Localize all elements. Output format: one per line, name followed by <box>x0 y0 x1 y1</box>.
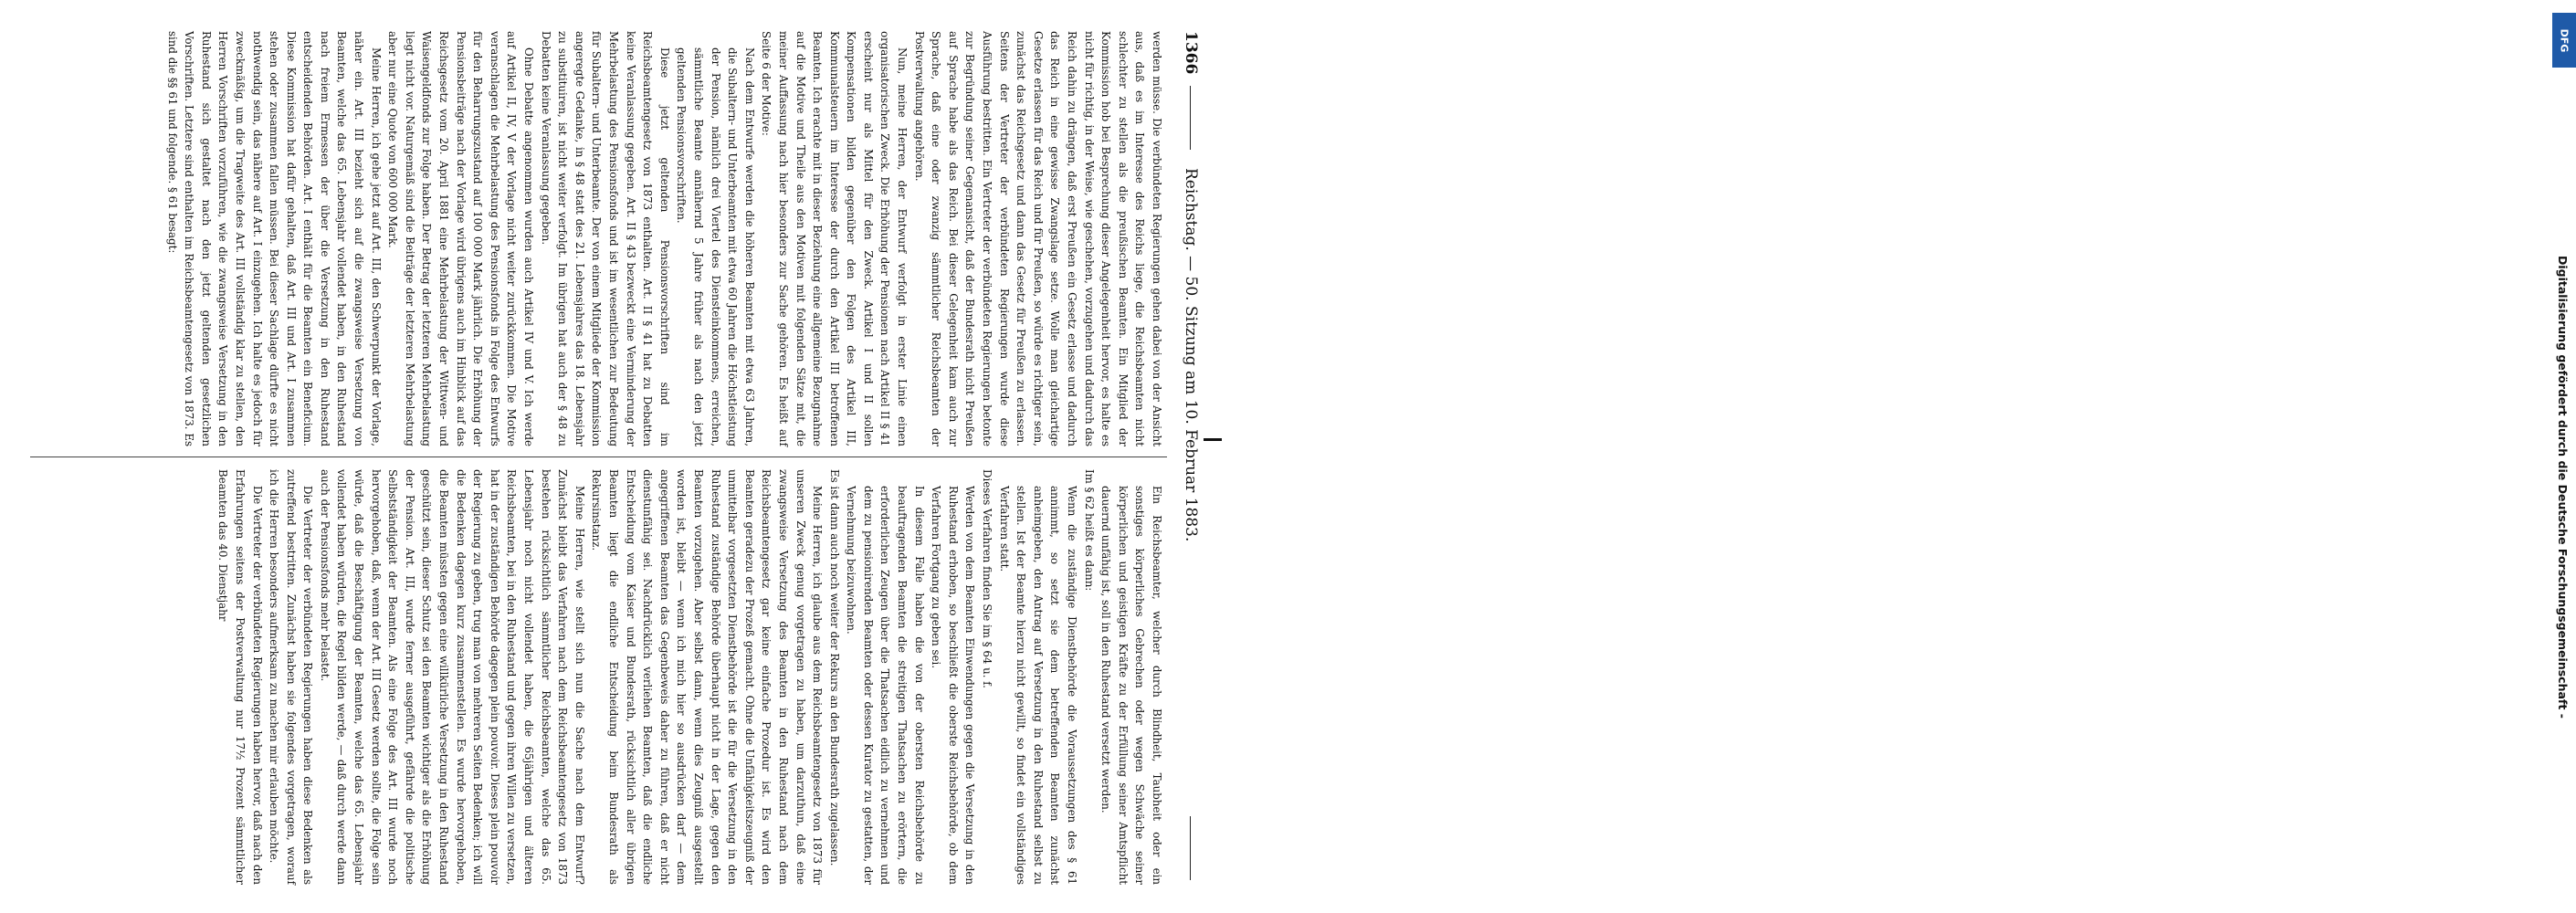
paragraph: Es ist dann auch noch weiter der Rekurs an den Bundesrath zugelassen. <box>827 469 841 866</box>
margin-mark <box>1204 438 1222 441</box>
paragraph: Nach dem Entwurfe werden die höheren Beamten mit etwa 63 Jahren, die Subaltern- und Unterbeamten mit etwa 60 Jahren die Höchstleistung der Pension, nämlich drei Viertel des Diensteinkommens, erreichen, sämmtliche Beamte annähernd 5 Jahre früher als nach den jetzt geltenden Pensionsvorschriften. <box>675 47 756 446</box>
dfg-badge-label: DFG <box>2558 28 2571 52</box>
paragraph: Die Vertreter der verbündeten Regierungen haben diese Bedenken als zutreffend bestritten. Zunächst haben sie folgendes vorgetragen, worauf ich die Herren besonders aufmerksam zu machen mir erlauben möchte. <box>268 469 315 885</box>
paragraph: Nun, meine Herren, der Entwurf verfolgt in erster Linie einen organisatorischen Zweck. Die Erhöhung der Pensionen nach Artikel II § 41 erscheint nur als Mittel für den Zweck. Artikel I und II sollen Kompensationen bilden gegenüber den Folgen des Artikel III, Kommunalsteuern im Interesse der durch den Artikel III betroffenen Beamten. Ich erachte mit in dieser Beziehung eine allgemeine Bezugnahme auf die Motive und Theile aus den Motiven mit folgenden Sätze mit, die meiner Auffassung nach hier besonders zur Sache gehören. Es heißt auf Seite 6 der Motive: <box>760 31 909 446</box>
paragraph: werden müsse. Die verbündeten Regierungen gehen dabei von der Ansicht aus, daß es im Interesse des Reichs liege, die Reichsbeamten nicht schlechter zu stellen als die preußischen Beamten. Ein Mitglied der Kommission hob bei Besprechung dieser Angelegenheit hervor, es halte es nicht für richtig, in der Weise, wie geschehen, vorzugehen und dadurch das Reich dahin zu drängen, daß erst Preußen ein Gesetz erlasse und dadurch das Reich in eine gewisse Zwangslage setze. Wolle man gleichartige Gesetze erlassen für das Reich und für Preußen, so würde es richtiger sein, zunächst das Reichsgesetz und dann das Gesetz für Preußen zu erlassen. Seitens der Vertreter der verbündeten Regierungen wurde diese Ausführung bestritten. Ein Vertreter der verbündeten Regierungen betonte zur Begründung seiner Gegenansicht, daß der Bundesrath nicht Preußen auf Sprache habe als das Reich. Bei dieser Gelegenheit kam auch zur Sprache, daß eine oder zwanzig sämmtlicher Reichsbeamten der Postverwaltung angehören. <box>912 31 1163 446</box>
paragraph: Dieses Verfahren finden Sie im § 64 u. f. <box>981 469 994 688</box>
left-text-column <box>33 31 1165 446</box>
header-rule-left <box>1190 86 1191 150</box>
paragraph: Wenn die zuständige Dienstbehörde die Voraussetzungen des § 61 annimmt, so setzt sie dem betreffenden Beamten zunächst anheimgeben, den Antrag auf Versetzung in den Ruhestand selbst zu stellen. Ist der Beamte hierzu nicht gewillt, so findet ein vollständiges Verfahren statt. <box>997 486 1079 885</box>
paragraph: Meine Herren, ich gehe jetzt auf Art. III, den Schwerpunkt der Vorlage, näher ein. Art. III bezieht sich auf die zwangsweise Versetzung von Beamten, welche das 65. Lebensjahr vollendet haben, in den Ruhestand nach freiem Ermessen der über die Versetzung in den Ruhestand entscheidenden Behörden. Art. I enthält für die Beamten ein Beneficium. Diese Kommission hat dafür gehalten, daß Art. III und Art. I zusammen stehen oder zusammen fallen müssen. Bei dieser Sachlage dürfte es nicht nothwendig sein, das nähere auf Art. I einzugehen. Ich halte es jedoch für zweckmäßig, um die Tragweite des Art. III vollständig klar zu stellen, den Herren Vorschriften vorzuführen, wie die zwangsweise Versetzung in den Ruhestand sich gestaltet nach den jetzt geltenden gesetzlichen Vorschriften. Letztere sind enthalten im Reichsbeamtengesetz von 1873. Es sind die §§ 61 und folgende. § 61 besagt: <box>165 31 383 446</box>
rotated-document-page <box>26 31 1204 889</box>
dfg-logo-badge <box>2552 13 2576 68</box>
paragraph: Die Vertreter der verbündeten Regierungen haben hervor, daß nach den Erfahrungen seitens der Postverwaltung nur 17½ Prozent sämmtlicher Beamten das 40. Dienstjahr <box>216 469 264 885</box>
paragraph: Ein Reichsbeamter, welcher durch Blindheit, Taubheit oder ein sonstiges körperliches Gebrechen oder wegen Schwäche seiner körperlichen und geistigen Kräfte zu der Erfüllung seiner Amtspflicht dauernd unfähig ist, soll in den Ruhestand versetzt werden. <box>1099 486 1163 885</box>
paragraph: Meine Herren, ich glaube aus dem Reichsbeamtengesetz von 1873 für unseren Zweck genug vorgetragen zu haben, um darzuthun, daß eine zwangsweise Versetzung des Beamten in den Ruhestand nach dem Reichsbeamtengesetz gar keine einfache Prozedur ist. Es wird den Beamten geradezu der Prozeß gemacht. Ohne die Unfähigkeitszeugniß der unmittelbar vorgesetzten Dienstbehörde ist die für die Versetzung in den Ruhestand zuständige Behörde überhaupt nicht in der Lage, gegen den Beamten vorzugehen. Aber selbst dann, wenn dies Zeugniß ausgestellt worden ist, bleibt — wenn ich mich hier so ausdrücken darf — dem angegriffenen Beamten das Gegenbeweis daher zu führen, daß er nicht dienstunfähig sei. Nachdrücklich verliehen Beamten, daß die endliche Entscheidung vom Kaiser und Bundesrath, rücksichtlich aller übrigen Beamten liegt die endliche Entscheidung beim Bundesrath als Rekursinstanz. <box>590 469 825 885</box>
paragraph: Werden von dem Beamten Einwendungen gegen die Versetzung in den Ruhestand erhoben, so beschließt die oberste Reichsbehörde, ob dem Verfahren Fortgang zu geben sei. <box>930 486 977 885</box>
paragraph: Im § 62 heißt es dann: <box>1082 469 1096 592</box>
paragraph: Ohne Debatte angenommen wurden auch Artikel IV und V. Ich werde auf Artikel II, IV, V der Vorlage nicht weiter zurückkommen. Die Motive veranschlagen die Mehrbelastung des Pensionsfonds in Folge des Entwurfs für den Beharrungszustand auf 100 000 Mark jährlich. Die Erhöhung der Pensionsbeiträge nach der Vorlage wird übrigens auch im Hinblick auf das Reichsgesetz vom 20. April 1881 eine Mehrbelastung der Wittwen- und Waisengeldfonds zur Folge haben. Der Betrag der letzteren Mehrbelastung liegt nicht vor. Naturgemäß sind die Beiträge der letzteren Mehrbelastung aber nur eine Quote von 600 000 Mark. <box>386 31 536 446</box>
paragraph: Meine Herren, wie stellt sich nun die Sache nach dem Entwurf? Zunächst bleibt das Verfahren nach dem Reichsbeamtengesetz von 1873 bestehen rücksichtlich sämmtlicher Reichsbeamten, welche das 65. Lebensjahr noch nicht vollendet haben, die 65jährigen und älteren Reichsbeamten, bei in den Ruhestand und gegen ihren Willen zu versetzen, hat in der zuständigen Behörde dagegen plein pouvoir. Dieses plein pouvoir der Regierung zu geben, trug man von mehreren Seiten Bedenken; ich will die Bedenken dagegen kurz zusammenstellen. Es wurde hervorgehoben, die Beamten müssten gegen eine willkürliche Versetzung in den Ruhestand geschützt sein, dieser Schutz sei den Beamten wichtiger als die Erhöhung der Pension. Art. III, wurde ferner ausgeführt, gefährde die politische Selbstständigkeit der Beamten. Als eine Folge des Art. III wurde noch hervorgehoben, daß, wenn der Art. III Gesetz werden sollte, die Folge sein würde, daß die Beschäftigung der Beamten, welche das 65. Lebensjahr vollendet haben würden, die Regel bilden werde, — daß durch werde dann auch der Pensionsfonds mehr belastet. <box>318 469 586 885</box>
header-rule-right <box>1190 816 1191 880</box>
column-divider <box>30 456 1167 457</box>
paragraph: In diesem Falle haben die von der obersten Reichsbehörde zu beauftragenden Beamten die streitigen Thatsachen zu erörtern, die erforderlichen Zeugen über die Thatsachen eidlich zu vernehmen und dem zu pensionirenden Beamten oder dessen Kurator zu gestatten, der Vernehmung beizuwohnen. <box>845 486 926 885</box>
digitization-sidebar <box>1275 0 2571 913</box>
running-title: Reichstag. — 50. Sitzung am 10. Februar 1883. <box>1182 168 1200 542</box>
page-number: 1366 <box>1182 31 1200 75</box>
paragraph: Diese jetzt geltenden Pensionsvorschriften sind im Reichsbeamtengesetz von 1873 enthalten. Art. II § 41 hat zu Debatten keine Veranlassung gegeben. Art. II § 43 bezweckt eine Verminderung der Mehrbelastung des Pensionsfonds und ist im wesentlichen zur Bedeutung für Subaltern- und Unterbeamte. Der von einem Mitgliede der Kommission angeregte Gedanke, in § 48 statt des 21. Lebensjahres das 18. Lebensjahr zu substituiren, ist nicht weiter verfolgt. Im übrigen hat auch der § 48 zu Debatten keine Veranlassung gegeben. <box>539 31 671 446</box>
right-text-column <box>33 469 1165 885</box>
digitization-credit: Digitalisierung gefördert durch die Deutsche Forschungsgemeinschaft - <box>2556 256 2570 719</box>
page-header <box>1176 31 1204 889</box>
